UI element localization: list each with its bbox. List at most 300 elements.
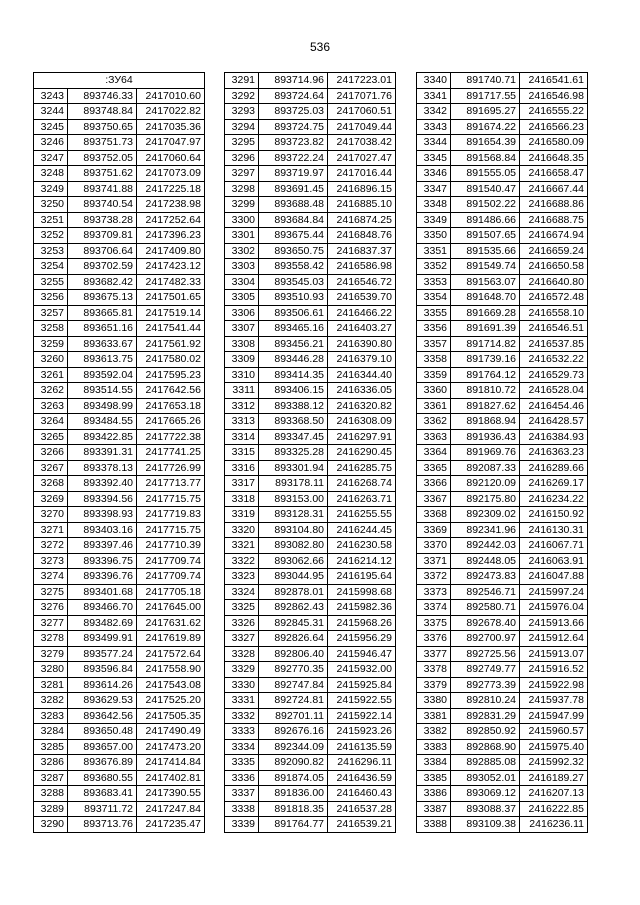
table-row xyxy=(34,305,205,321)
y-coordinate: 2417543.08 xyxy=(137,677,205,693)
x-coordinate: 893722.24 xyxy=(259,150,328,166)
x-coordinate: 891502.22 xyxy=(451,197,520,213)
point-number: 3256 xyxy=(34,290,68,306)
y-coordinate: 2416363.23 xyxy=(520,445,588,461)
table-row xyxy=(34,584,205,600)
point-number: 3371 xyxy=(417,553,451,569)
table-row xyxy=(417,305,588,321)
x-coordinate: 892448.05 xyxy=(451,553,520,569)
y-coordinate: 2417705.18 xyxy=(137,584,205,600)
table-row xyxy=(34,801,205,817)
point-number: 3368 xyxy=(417,507,451,523)
x-coordinate: 893446.28 xyxy=(259,352,328,368)
table-row xyxy=(34,321,205,337)
y-coordinate: 2415922.55 xyxy=(328,693,396,709)
point-number: 3385 xyxy=(417,770,451,786)
table-row xyxy=(34,150,205,166)
point-number: 3296 xyxy=(225,150,259,166)
y-coordinate: 2417071.76 xyxy=(328,88,396,104)
table-row xyxy=(225,615,396,631)
table-row xyxy=(417,491,588,507)
coordinates-table-1 xyxy=(33,72,205,833)
y-coordinate: 2415960.57 xyxy=(520,724,588,740)
y-coordinate: 2415982.36 xyxy=(328,600,396,616)
table-row xyxy=(225,73,396,89)
x-coordinate: 891507.65 xyxy=(451,228,520,244)
table-row xyxy=(34,755,205,771)
x-coordinate: 892442.03 xyxy=(451,538,520,554)
table-row xyxy=(417,770,588,786)
table-row xyxy=(34,104,205,120)
y-coordinate: 2415947.99 xyxy=(520,708,588,724)
y-coordinate: 2415975.40 xyxy=(520,739,588,755)
x-coordinate: 893691.45 xyxy=(259,181,328,197)
y-coordinate: 2416674.94 xyxy=(520,228,588,244)
x-coordinate: 893751.73 xyxy=(68,135,137,151)
x-coordinate: 893088.37 xyxy=(451,801,520,817)
y-coordinate: 2416269.17 xyxy=(520,476,588,492)
point-number: 3253 xyxy=(34,243,68,259)
table-row xyxy=(225,290,396,306)
y-coordinate: 2416546.72 xyxy=(328,274,396,290)
x-coordinate: 893396.76 xyxy=(68,569,137,585)
x-coordinate: 892546.71 xyxy=(451,584,520,600)
table-row xyxy=(225,739,396,755)
y-coordinate: 2417473.20 xyxy=(137,739,205,755)
x-coordinate: 893751.62 xyxy=(68,166,137,182)
x-coordinate: 891669.28 xyxy=(451,305,520,321)
y-coordinate: 2417642.56 xyxy=(137,383,205,399)
x-coordinate: 893388.12 xyxy=(259,398,328,414)
point-number: 3254 xyxy=(34,259,68,275)
x-coordinate: 891827.62 xyxy=(451,398,520,414)
x-coordinate: 893482.69 xyxy=(68,615,137,631)
point-number: 3272 xyxy=(34,538,68,554)
point-number: 3285 xyxy=(34,739,68,755)
table-row xyxy=(417,243,588,259)
y-coordinate: 2417709.74 xyxy=(137,553,205,569)
point-number: 3342 xyxy=(417,104,451,120)
point-number: 3275 xyxy=(34,584,68,600)
table-row xyxy=(225,228,396,244)
x-coordinate: 893738.28 xyxy=(68,212,137,228)
table-row xyxy=(225,724,396,740)
point-number: 3243 xyxy=(34,88,68,104)
table-row xyxy=(34,491,205,507)
y-coordinate: 2416135.59 xyxy=(328,739,396,755)
y-coordinate: 2416189.27 xyxy=(520,770,588,786)
y-coordinate: 2416572.48 xyxy=(520,290,588,306)
y-coordinate: 2417715.75 xyxy=(137,491,205,507)
table-row xyxy=(34,119,205,135)
point-number: 3329 xyxy=(225,662,259,678)
x-coordinate: 893596.84 xyxy=(68,662,137,678)
table-row xyxy=(417,553,588,569)
point-number: 3373 xyxy=(417,584,451,600)
point-number: 3339 xyxy=(225,817,259,833)
x-coordinate: 891714.82 xyxy=(451,336,520,352)
point-number: 3255 xyxy=(34,274,68,290)
table-row xyxy=(34,383,205,399)
x-coordinate: 891836.00 xyxy=(259,786,328,802)
point-number: 3247 xyxy=(34,150,68,166)
point-number: 3361 xyxy=(417,398,451,414)
table-row xyxy=(417,119,588,135)
point-number: 3267 xyxy=(34,460,68,476)
point-number: 3346 xyxy=(417,166,451,182)
y-coordinate: 2415937.78 xyxy=(520,693,588,709)
y-coordinate: 2415998.68 xyxy=(328,584,396,600)
x-coordinate: 892175.80 xyxy=(451,491,520,507)
x-coordinate: 891540.47 xyxy=(451,181,520,197)
point-number: 3317 xyxy=(225,476,259,492)
point-number: 3367 xyxy=(417,491,451,507)
x-coordinate: 893741.88 xyxy=(68,181,137,197)
table-row xyxy=(225,631,396,647)
table-row xyxy=(34,786,205,802)
table-row xyxy=(417,383,588,399)
table-row xyxy=(417,135,588,151)
table-row xyxy=(225,166,396,182)
x-coordinate: 893499.91 xyxy=(68,631,137,647)
table-row xyxy=(34,770,205,786)
y-coordinate: 2416063.91 xyxy=(520,553,588,569)
y-coordinate: 2416255.55 xyxy=(328,507,396,523)
table-row xyxy=(225,88,396,104)
table-row xyxy=(225,584,396,600)
table-row xyxy=(225,367,396,383)
x-coordinate: 893682.42 xyxy=(68,274,137,290)
x-coordinate: 893724.64 xyxy=(259,88,328,104)
x-coordinate: 893688.48 xyxy=(259,197,328,213)
y-coordinate: 2416234.22 xyxy=(520,491,588,507)
x-coordinate: 892770.35 xyxy=(259,662,328,678)
x-coordinate: 893396.75 xyxy=(68,553,137,569)
point-number: 3251 xyxy=(34,212,68,228)
y-coordinate: 2417722.38 xyxy=(137,429,205,445)
point-number: 3310 xyxy=(225,367,259,383)
x-coordinate: 891674.22 xyxy=(451,119,520,135)
x-coordinate: 893676.89 xyxy=(68,755,137,771)
point-number: 3378 xyxy=(417,662,451,678)
table-row xyxy=(225,321,396,337)
point-number: 3308 xyxy=(225,336,259,352)
point-number: 3352 xyxy=(417,259,451,275)
x-coordinate: 893740.54 xyxy=(68,197,137,213)
point-number: 3289 xyxy=(34,801,68,817)
x-coordinate: 893724.75 xyxy=(259,119,328,135)
table-row xyxy=(417,755,588,771)
table-row xyxy=(34,414,205,430)
point-number: 3375 xyxy=(417,615,451,631)
point-number: 3318 xyxy=(225,491,259,507)
y-coordinate: 2416650.58 xyxy=(520,259,588,275)
x-coordinate: 892806.40 xyxy=(259,646,328,662)
x-coordinate: 892090.82 xyxy=(259,755,328,771)
table-row xyxy=(417,321,588,337)
table-row xyxy=(34,739,205,755)
point-number: 3382 xyxy=(417,724,451,740)
point-number: 3319 xyxy=(225,507,259,523)
y-coordinate: 2416297.91 xyxy=(328,429,396,445)
point-number: 3303 xyxy=(225,259,259,275)
y-coordinate: 2416454.46 xyxy=(520,398,588,414)
table-row xyxy=(417,476,588,492)
table-row xyxy=(34,662,205,678)
x-coordinate: 892850.92 xyxy=(451,724,520,740)
point-number: 3372 xyxy=(417,569,451,585)
y-coordinate: 2416130.31 xyxy=(520,522,588,538)
y-coordinate: 2416555.22 xyxy=(520,104,588,120)
x-coordinate: 891654.39 xyxy=(451,135,520,151)
x-coordinate: 893650.75 xyxy=(259,243,328,259)
table-row xyxy=(417,693,588,709)
x-coordinate: 892831.29 xyxy=(451,708,520,724)
x-coordinate: 892676.16 xyxy=(259,724,328,740)
x-coordinate: 891486.66 xyxy=(451,212,520,228)
point-number: 3261 xyxy=(34,367,68,383)
x-coordinate: 893680.55 xyxy=(68,770,137,786)
table-row xyxy=(34,708,205,724)
table-row xyxy=(225,693,396,709)
table-row xyxy=(417,414,588,430)
table-row xyxy=(417,429,588,445)
point-number: 3354 xyxy=(417,290,451,306)
y-coordinate: 2417645.00 xyxy=(137,600,205,616)
point-number: 3370 xyxy=(417,538,451,554)
y-coordinate: 2416541.61 xyxy=(520,73,588,89)
point-number: 3365 xyxy=(417,460,451,476)
y-coordinate: 2417505.35 xyxy=(137,708,205,724)
coordinates-table-2 xyxy=(224,72,396,833)
y-coordinate: 2416537.85 xyxy=(520,336,588,352)
y-coordinate: 2416546.51 xyxy=(520,321,588,337)
point-number: 3356 xyxy=(417,321,451,337)
y-coordinate: 2417022.82 xyxy=(137,104,205,120)
y-coordinate: 2416586.98 xyxy=(328,259,396,275)
point-number: 3340 xyxy=(417,73,451,89)
point-number: 3349 xyxy=(417,212,451,228)
x-coordinate: 893592.04 xyxy=(68,367,137,383)
table-row xyxy=(225,569,396,585)
x-coordinate: 893414.35 xyxy=(259,367,328,383)
table-row xyxy=(417,367,588,383)
point-number: 3262 xyxy=(34,383,68,399)
table-row xyxy=(225,352,396,368)
point-number: 3326 xyxy=(225,615,259,631)
x-coordinate: 893391.31 xyxy=(68,445,137,461)
x-coordinate: 891691.39 xyxy=(451,321,520,337)
x-coordinate: 893614.26 xyxy=(68,677,137,693)
table-row xyxy=(225,460,396,476)
table-row xyxy=(34,274,205,290)
x-coordinate: 891969.76 xyxy=(451,445,520,461)
x-coordinate: 892878.01 xyxy=(259,584,328,600)
x-coordinate: 892868.90 xyxy=(451,739,520,755)
table-row xyxy=(225,646,396,662)
y-coordinate: 2416403.27 xyxy=(328,321,396,337)
y-coordinate: 2416384.93 xyxy=(520,429,588,445)
point-number: 3259 xyxy=(34,336,68,352)
table-row xyxy=(417,801,588,817)
table-row xyxy=(34,460,205,476)
table-row xyxy=(225,274,396,290)
table-row xyxy=(417,600,588,616)
table-row xyxy=(225,522,396,538)
point-number: 3337 xyxy=(225,786,259,802)
table-row xyxy=(34,817,205,833)
x-coordinate: 892700.97 xyxy=(451,631,520,647)
x-coordinate: 893719.97 xyxy=(259,166,328,182)
y-coordinate: 2415922.14 xyxy=(328,708,396,724)
x-coordinate: 893398.93 xyxy=(68,507,137,523)
x-coordinate: 892747.84 xyxy=(259,677,328,693)
y-coordinate: 2417049.44 xyxy=(328,119,396,135)
point-number: 3245 xyxy=(34,119,68,135)
table-row xyxy=(34,352,205,368)
point-number: 3266 xyxy=(34,445,68,461)
table-row xyxy=(417,522,588,538)
y-coordinate: 2417047.97 xyxy=(137,135,205,151)
point-number: 3374 xyxy=(417,600,451,616)
table-row xyxy=(225,414,396,430)
y-coordinate: 2416290.45 xyxy=(328,445,396,461)
point-number: 3320 xyxy=(225,522,259,538)
table-row xyxy=(417,352,588,368)
point-number: 3300 xyxy=(225,212,259,228)
point-number: 3384 xyxy=(417,755,451,771)
x-coordinate: 893506.61 xyxy=(259,305,328,321)
point-number: 3321 xyxy=(225,538,259,554)
table-row xyxy=(417,336,588,352)
y-coordinate: 2416207.13 xyxy=(520,786,588,802)
table-row xyxy=(34,166,205,182)
point-number: 3305 xyxy=(225,290,259,306)
x-coordinate: 893651.16 xyxy=(68,321,137,337)
y-coordinate: 2417238.98 xyxy=(137,197,205,213)
point-number: 3278 xyxy=(34,631,68,647)
y-coordinate: 2416532.22 xyxy=(520,352,588,368)
table-row xyxy=(417,708,588,724)
x-coordinate: 893394.56 xyxy=(68,491,137,507)
x-coordinate: 892725.56 xyxy=(451,646,520,662)
point-number: 3283 xyxy=(34,708,68,724)
table-row xyxy=(225,677,396,693)
x-coordinate: 893378.13 xyxy=(68,460,137,476)
x-coordinate: 892678.40 xyxy=(451,615,520,631)
y-coordinate: 2417709.74 xyxy=(137,569,205,585)
point-number: 3271 xyxy=(34,522,68,538)
y-coordinate: 2415923.26 xyxy=(328,724,396,740)
y-coordinate: 2417726.99 xyxy=(137,460,205,476)
x-coordinate: 893128.31 xyxy=(259,507,328,523)
y-coordinate: 2416308.09 xyxy=(328,414,396,430)
table-row xyxy=(417,724,588,740)
x-coordinate: 891874.05 xyxy=(259,770,328,786)
x-coordinate: 893706.64 xyxy=(68,243,137,259)
table-row xyxy=(225,538,396,554)
x-coordinate: 891535.66 xyxy=(451,243,520,259)
point-number: 3264 xyxy=(34,414,68,430)
y-coordinate: 2417423.12 xyxy=(137,259,205,275)
x-coordinate: 893709.81 xyxy=(68,228,137,244)
point-number: 3331 xyxy=(225,693,259,709)
point-number: 3301 xyxy=(225,228,259,244)
x-coordinate: 893633.67 xyxy=(68,336,137,352)
table-row xyxy=(225,801,396,817)
x-coordinate: 893401.68 xyxy=(68,584,137,600)
point-number: 3291 xyxy=(225,73,259,89)
table-row xyxy=(417,631,588,647)
y-coordinate: 2417035.36 xyxy=(137,119,205,135)
x-coordinate: 892749.77 xyxy=(451,662,520,678)
point-number: 3328 xyxy=(225,646,259,662)
point-number: 3273 xyxy=(34,553,68,569)
y-coordinate: 2417038.42 xyxy=(328,135,396,151)
point-number: 3258 xyxy=(34,321,68,337)
table-row xyxy=(225,383,396,399)
point-number: 3325 xyxy=(225,600,259,616)
x-coordinate: 892773.39 xyxy=(451,677,520,693)
table-row xyxy=(34,429,205,445)
y-coordinate: 2416537.28 xyxy=(328,801,396,817)
table-row xyxy=(34,212,205,228)
point-number: 3366 xyxy=(417,476,451,492)
y-coordinate: 2416640.80 xyxy=(520,274,588,290)
y-coordinate: 2417580.02 xyxy=(137,352,205,368)
y-coordinate: 2417402.81 xyxy=(137,770,205,786)
x-coordinate: 893613.75 xyxy=(68,352,137,368)
y-coordinate: 2417710.39 xyxy=(137,538,205,554)
point-number: 3345 xyxy=(417,150,451,166)
point-number: 3327 xyxy=(225,631,259,647)
point-number: 3290 xyxy=(34,817,68,833)
table-row xyxy=(225,336,396,352)
x-coordinate: 892724.81 xyxy=(259,693,328,709)
table-row xyxy=(34,336,205,352)
point-number: 3281 xyxy=(34,677,68,693)
y-coordinate: 2416344.40 xyxy=(328,367,396,383)
x-coordinate: 891810.72 xyxy=(451,383,520,399)
point-number: 3304 xyxy=(225,274,259,290)
table-row xyxy=(34,197,205,213)
table-row xyxy=(417,212,588,228)
point-number: 3297 xyxy=(225,166,259,182)
y-coordinate: 2415946.47 xyxy=(328,646,396,662)
table-row xyxy=(225,770,396,786)
table-row xyxy=(417,646,588,662)
y-coordinate: 2416528.04 xyxy=(520,383,588,399)
point-number: 3288 xyxy=(34,786,68,802)
point-number: 3323 xyxy=(225,569,259,585)
y-coordinate: 2417561.92 xyxy=(137,336,205,352)
x-coordinate: 891740.71 xyxy=(451,73,520,89)
y-coordinate: 2416320.82 xyxy=(328,398,396,414)
y-coordinate: 2416428.57 xyxy=(520,414,588,430)
x-coordinate: 893723.82 xyxy=(259,135,328,151)
y-coordinate: 2417396.23 xyxy=(137,228,205,244)
x-coordinate: 892580.71 xyxy=(451,600,520,616)
y-coordinate: 2415997.24 xyxy=(520,584,588,600)
point-number: 3347 xyxy=(417,181,451,197)
x-coordinate: 892845.31 xyxy=(259,615,328,631)
table-row xyxy=(417,739,588,755)
point-number: 3274 xyxy=(34,569,68,585)
y-coordinate: 2416688.75 xyxy=(520,212,588,228)
y-coordinate: 2416289.66 xyxy=(520,460,588,476)
x-coordinate: 893545.03 xyxy=(259,274,328,290)
table-row xyxy=(417,662,588,678)
